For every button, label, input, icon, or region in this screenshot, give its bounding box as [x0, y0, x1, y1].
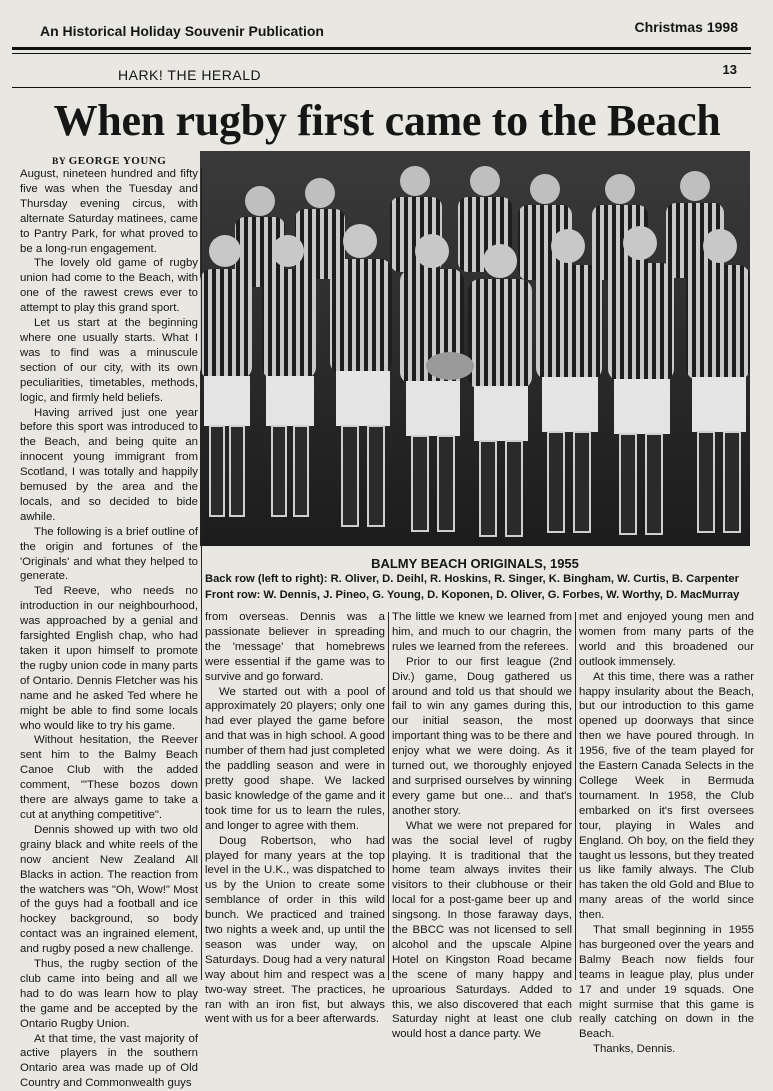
page-number: 13 [722, 62, 737, 77]
paragraph: Dennis showed up with two old grainy black and white reels of the now ancient New Zealand All Blacks in action. The reaction from the watchers was "Oh, Wow!" Most of the guys had a football and ice hockey background, so body contact was an ingrained element, and rugby posed a new challenge. [20, 823, 198, 956]
paragraph: Having arrived just one year before this sport was introduced to the Beach, and being quite an innocent young immigrant from Scotland, I was totally and happily bemused by the area and the locals, and so decided to bide awhile. [20, 406, 198, 523]
team-photo-illustration [200, 151, 750, 546]
masthead-rule-thin [12, 53, 751, 54]
paragraph: from overseas. Dennis was a passionate believer in spreading the 'message' that homebrews were essential if the game was to survive and go forward. [205, 611, 385, 683]
photo-caption-front-row [205, 589, 739, 601]
photo-caption-title: BALMY BEACH ORIGINALS, 1955 [371, 556, 579, 571]
section-name: HARK! THE HERALD [118, 67, 262, 83]
team-photo [200, 151, 750, 546]
issue-date: Christmas 1998 [634, 19, 738, 35]
byline [52, 155, 166, 167]
back-row-names: R. Oliver, D. Deihl, R. Hoskins, R. Singer, K. Bingham, W. Curtis, B. Carpenter [330, 573, 739, 585]
paragraph: At that time, the vast majority of active players in the southern Ontario area was made up of Old Country and Commonwealth guys [20, 1032, 198, 1090]
paragraph: At this time, there was a rather happy insularity about the Beach, but our introduction to this game opened up doorways that since then we have poured through. In 1956, five of the team played for the Eastern Canada Selects in the College Week in Bermuda tournament. In 1958, the Club embarked on it's first oversees tour, playing in Wales and England. Oh boy, on the field they taught us lessons, but they treated us like family always. The Club has taken the old Gold and Blue to many areas of the world since then. [579, 670, 754, 922]
front-row-names: W. Dennis, J. Pineo, G. Young, D. Koponen, D. Oliver, G. Forbes, W. Worthy, D. MacMurray [263, 589, 740, 601]
article-column-1 [20, 167, 198, 1090]
paragraph: The little we knew we learned from him, and much to our chagrin, the rules we learned from the referees. [392, 611, 572, 653]
column-divider [201, 168, 202, 980]
paragraph: Thus, the rugby section of the club came into being and all we had to do was learn how to play the game and be accepted by the Ontario Rugby Union. [20, 958, 198, 1030]
paragraph: The following is a brief outline of the origin and fortunes of the 'Originals' and what they helped to generate. [20, 525, 198, 583]
publication-banner: An Historical Holiday Souvenir Publication [40, 23, 324, 39]
paragraph: Doug Robertson, who had played for many years at the top level in the U.K., was dispatched to us by the Union to create some semblance of order in this wild bunch. We practiced and trained two nights a week and, up until the season was under way, on Saturdays. Doug had a very natural way about him and respect was a two-way street. The practices, he ran with an iron fist, but always went with us for a beer afterwards. [205, 834, 385, 1026]
column-divider [388, 612, 389, 980]
article-column-4 [579, 610, 754, 1056]
paragraph: Thanks, Dennis. [593, 1043, 676, 1056]
paragraph: August, nineteen hundred and fifty five was when the Tuesday and Thursday evening circus, with alternate Saturday matinees, came to Pantry Park, for what proved to be a long-run engagement. [20, 168, 198, 255]
paragraph: met and enjoyed young men and women from many parts of the world and this broadened our outlook immensely. [579, 611, 754, 668]
paragraph: We started out with a pool of approximately 20 players; only one had ever played the game before and that was in high school. A good number of them had just completed the paddling season and were in pretty good shape. We lacked basic knowledge of the game and it took time for us to learn the rules, and longer to agree with them. [205, 685, 385, 832]
paragraph: What we were not prepared for was the social level of rugby playing. It is traditional that the home team always invites their visitors to their clubhouse or their local for a post-game beer up and singsong. In those faraway days, the BBCC was not licensed to sell alcohol and the upscale Alpine Hotel on Kingston Road became the scene of many happy and uproarious Saturdays. Added to this, we also discovered that each Saturday night at least one club would host a dance party. We [392, 819, 572, 1041]
section-rule [12, 87, 751, 88]
front-row-label: Front row: [205, 589, 261, 601]
paragraph: Without hesitation, the Reever sent him to the Balmy Beach Canoe Club with the added comment, "'These bozos down there are always game to take a cut at anything competitive". [20, 734, 198, 821]
article-column-3 [392, 610, 572, 1041]
byline-author: GEORGE YOUNG [68, 155, 167, 167]
headline: When rugby first came to the Beach [53, 96, 721, 145]
back-row-label: Back row (left to right): [205, 573, 328, 585]
column-divider [575, 612, 576, 980]
byline-prefix: BY [52, 157, 66, 167]
paragraph: That small beginning in 1955 has burgeoned over the years and Balmy Beach now fields four teams in league play, plus under 17 and under 19 squads. One might surmise that this game is really catching on down in the Beach. [579, 924, 754, 1041]
photo-caption-back-row [205, 573, 739, 585]
masthead-rule [12, 47, 751, 50]
paragraph: Ted Reeve, who needs no introduction in our neighbourhood, was approached by a genial and farsighted English chap, who had taken it upon himself to promote the rugby union code in many parts of Ontario. Dennis Fletcher was his name and he asked Ted where he might be able to find some locals who would like to try his game. [20, 585, 198, 732]
paragraph: Prior to our first league (2nd Div.) game, Doug gathered us around and told us that should we fail to win any games during this, our initial season, the most important thing was to be there and enjoy what we were doing. As it turned out, we thoroughly enjoyed and surprised ourselves by winning every game but one... and that's another story. [392, 655, 572, 817]
paragraph: Let us start at the beginning where one usually starts. What I was to find was a minuscule section of our city, with its own peculiarities, timetables, methods, logic, and firmly held beliefs. [20, 317, 198, 404]
paragraph: The lovely old game of rugby union had come to the Beach, with one of the rawest crews ever to attempt to play this grand sport. [20, 257, 198, 315]
article-column-2 [205, 610, 385, 1026]
